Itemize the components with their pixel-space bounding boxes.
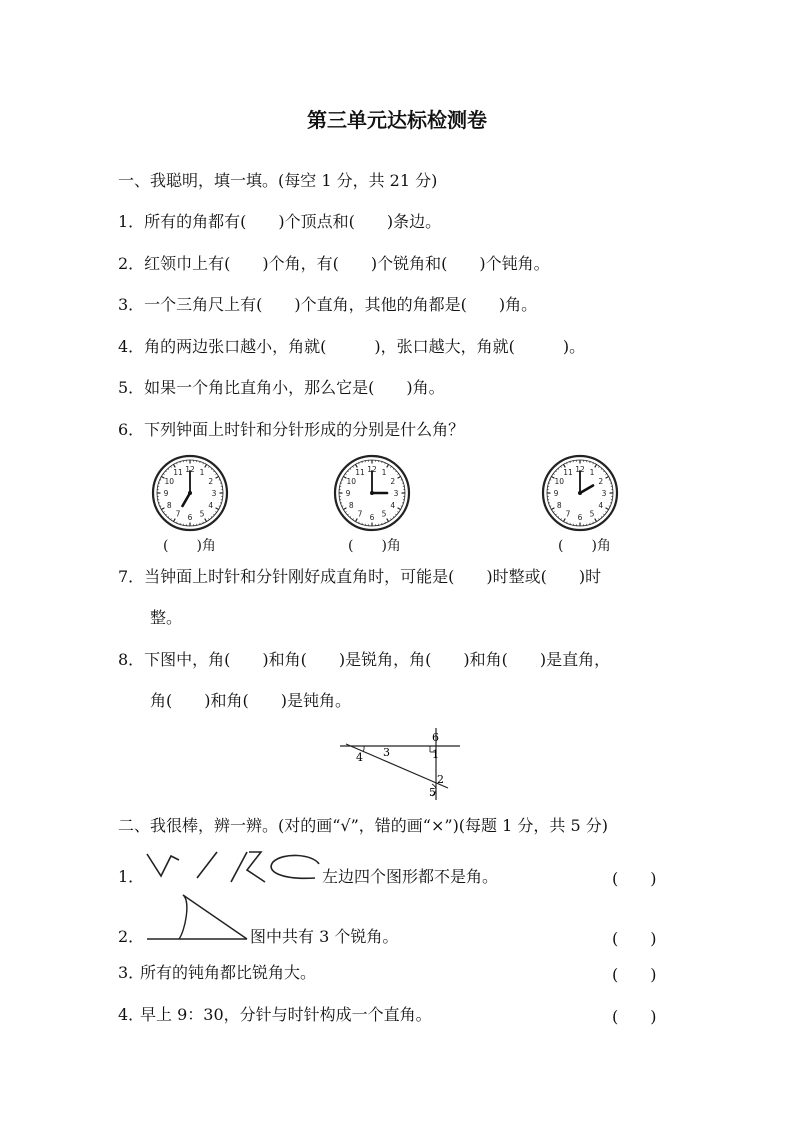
clock-tick xyxy=(553,474,554,475)
clock-tick xyxy=(211,516,212,517)
clock-tick xyxy=(606,477,609,479)
clock-number: 2 xyxy=(390,476,396,486)
clock-number: 9 xyxy=(553,488,559,498)
four-shapes-figure xyxy=(143,848,323,888)
clock-tick xyxy=(564,519,566,522)
clock-caption-2: ( )角 xyxy=(348,538,401,554)
question-6: 6．下列钟面上时针和分针形成的分别是什么角？ xyxy=(118,420,465,439)
question-4: 4．角的两边张口越小，角就( )，张口越大，角就( )。 xyxy=(118,337,586,356)
clock-face-1 xyxy=(150,453,230,533)
clock-tick xyxy=(555,514,556,515)
clock-face-3 xyxy=(540,453,620,533)
clock-center xyxy=(370,491,374,495)
clock-tick xyxy=(603,471,604,472)
clock-tick xyxy=(558,468,559,469)
angle-figure xyxy=(336,726,462,802)
clock-number: 6 xyxy=(577,512,583,522)
clock-number: 2 xyxy=(598,476,604,486)
clock-tick xyxy=(397,512,398,513)
clock-tick xyxy=(353,518,354,519)
clock-number: 3 xyxy=(601,488,607,498)
clock-tick xyxy=(601,468,602,469)
clock-tick xyxy=(161,508,164,510)
clock-tick xyxy=(168,516,169,517)
clock-tick xyxy=(356,519,358,522)
judge-item-3-answer[interactable]: ( ) xyxy=(612,965,657,984)
clock-tick xyxy=(211,468,212,469)
clock-tick xyxy=(171,518,172,519)
clock-tick xyxy=(387,464,389,467)
question-1: 1．所有的角都有( )个顶点和( )条边。 xyxy=(118,212,442,231)
question-8-continued: 角( )和角( )是钝角。 xyxy=(150,691,351,710)
clock-caption-1: ( )角 xyxy=(163,538,216,554)
clock-tick xyxy=(605,512,606,513)
clock-number: 3 xyxy=(211,488,217,498)
clock-tick xyxy=(551,508,554,510)
clock-number: 10 xyxy=(164,476,174,486)
clock-center xyxy=(578,491,582,495)
clock-tick xyxy=(595,519,597,522)
clock-number: 6 xyxy=(187,512,193,522)
clock-tick xyxy=(353,466,354,467)
clock-tick xyxy=(561,518,562,519)
clock-tick xyxy=(347,514,348,515)
clock-caption-3: ( )角 xyxy=(558,538,611,554)
clock-tick xyxy=(605,474,606,475)
clock-tick xyxy=(391,466,392,467)
clock-tick xyxy=(561,466,562,467)
clock-number: 7 xyxy=(565,509,571,519)
clock-number: 4 xyxy=(208,500,214,510)
clock-center xyxy=(188,491,192,495)
clock-number: 12 xyxy=(367,464,377,474)
question-5: 5．如果一个角比直角小，那么它是( )角。 xyxy=(118,378,445,397)
judge-item-1-number: 1． xyxy=(118,867,145,886)
judge-item-2-number: 2． xyxy=(118,927,145,946)
clock-tick xyxy=(163,512,164,513)
clock-tick xyxy=(216,477,219,479)
clock-tick xyxy=(163,474,164,475)
clock-tick xyxy=(165,514,166,515)
clock-number: 2 xyxy=(208,476,214,486)
clock-tick xyxy=(393,468,394,469)
clock-tick xyxy=(395,471,396,472)
clock-tick xyxy=(347,471,348,472)
clock-tick xyxy=(216,508,219,510)
angle-label-2: 2 xyxy=(437,773,444,786)
clock-tick xyxy=(599,518,600,519)
angle-label-1: 1 xyxy=(432,748,439,761)
section2-heading: 二、我很棒，辨一辨。(对的画“√”，错的画“×”)(每题 1 分，共 5 分) xyxy=(118,816,608,835)
clock-tick xyxy=(345,474,346,475)
clock-tick xyxy=(397,474,398,475)
angle-label-6: 6 xyxy=(432,731,439,744)
clock-tick xyxy=(387,519,389,522)
clock-number: 10 xyxy=(554,476,564,486)
judge-item-4-text: 早上 9：30，分针与时针构成一个直角。 xyxy=(140,1005,432,1024)
clock-tick xyxy=(168,468,169,469)
clock-number: 8 xyxy=(166,500,172,510)
question-3: 3．一个三角尺上有( )个直角，其他的角都是( )角。 xyxy=(118,295,538,314)
clock-number: 11 xyxy=(355,468,365,478)
clock-tick xyxy=(209,466,210,467)
clock-number: 1 xyxy=(589,468,595,478)
clock-number: 12 xyxy=(185,464,195,474)
clock-tick xyxy=(215,512,216,513)
clock-tick xyxy=(564,464,566,467)
question-8: 8．下图中，角( )和角( )是锐角，角( )和角( )是直角， xyxy=(118,650,611,669)
clock-number: 5 xyxy=(199,509,205,519)
clock-tick xyxy=(603,514,604,515)
judge-item-1-text: 左边四个图形都不是角。 xyxy=(322,867,499,886)
clock-tick xyxy=(350,516,351,517)
clock-tick xyxy=(213,471,214,472)
judge-item-2-text: 图中共有 3 个锐角。 xyxy=(250,927,399,946)
clock-number: 8 xyxy=(348,500,354,510)
clock-tick xyxy=(215,474,216,475)
clock-number: 4 xyxy=(390,500,396,510)
clock-tick xyxy=(356,464,358,467)
clock-number: 5 xyxy=(381,509,387,519)
clock-tick xyxy=(350,468,351,469)
clock-number: 4 xyxy=(598,500,604,510)
section1-heading: 一、我聪明，填一填。(每空 1 分，共 21 分) xyxy=(118,171,438,190)
clock-tick xyxy=(393,516,394,517)
clock-tick xyxy=(343,508,346,510)
hour-hand xyxy=(580,486,593,494)
judge-item-4-answer[interactable]: ( ) xyxy=(612,1007,657,1026)
clock-tick xyxy=(595,464,597,467)
clock-number: 7 xyxy=(175,509,181,519)
clock-tick xyxy=(213,514,214,515)
clock-tick xyxy=(398,477,401,479)
clock-tick xyxy=(606,508,609,510)
clock-tick xyxy=(553,512,554,513)
judge-item-1-answer[interactable]: ( ) xyxy=(612,869,657,888)
clock-number: 11 xyxy=(563,468,573,478)
clock-number: 6 xyxy=(369,512,375,522)
clock-number: 3 xyxy=(393,488,399,498)
clock-tick xyxy=(205,464,207,467)
clock-tick xyxy=(171,466,172,467)
clock-tick xyxy=(395,514,396,515)
clock-number: 1 xyxy=(381,468,387,478)
angle-label-3: 3 xyxy=(383,746,390,759)
clock-tick xyxy=(165,471,166,472)
question-7: 7．当钟面上时针和分针刚好成直角时，可能是( )时整或( )时 xyxy=(118,567,602,586)
judge-item-2-answer[interactable]: ( ) xyxy=(612,929,657,948)
clock-tick xyxy=(391,518,392,519)
clock-number: 7 xyxy=(357,509,363,519)
question-7-continued: 整。 xyxy=(150,608,183,627)
clock-number: 9 xyxy=(163,488,169,498)
triangle-figure xyxy=(145,891,249,943)
clock-tick xyxy=(558,516,559,517)
judge-item-3-number: 3． xyxy=(118,963,145,982)
clock-tick xyxy=(601,516,602,517)
judge-item-3-text: 所有的钝角都比锐角大。 xyxy=(140,963,317,982)
clock-tick xyxy=(555,471,556,472)
clock-tick xyxy=(205,519,207,522)
clock-face-2 xyxy=(332,453,412,533)
angle-label-4: 4 xyxy=(356,751,363,764)
clock-number: 10 xyxy=(346,476,356,486)
clock-tick xyxy=(174,464,176,467)
clock-number: 1 xyxy=(199,468,205,478)
hour-hand xyxy=(183,493,191,506)
clock-number: 12 xyxy=(575,464,585,474)
clock-number: 11 xyxy=(173,468,183,478)
angle-label-5: 5 xyxy=(429,786,436,799)
page-title: 第三单元达标检测卷 xyxy=(307,108,487,132)
clock-tick xyxy=(174,519,176,522)
clock-tick xyxy=(345,512,346,513)
clock-tick xyxy=(599,466,600,467)
question-2: 2．红领巾上有( )个角，有( )个锐角和( )个钝角。 xyxy=(118,254,550,273)
clock-number: 5 xyxy=(589,509,595,519)
clock-tick xyxy=(209,518,210,519)
clock-number: 9 xyxy=(345,488,351,498)
judge-item-4-number: 4． xyxy=(118,1005,145,1024)
clock-number: 8 xyxy=(556,500,562,510)
clock-tick xyxy=(398,508,401,510)
